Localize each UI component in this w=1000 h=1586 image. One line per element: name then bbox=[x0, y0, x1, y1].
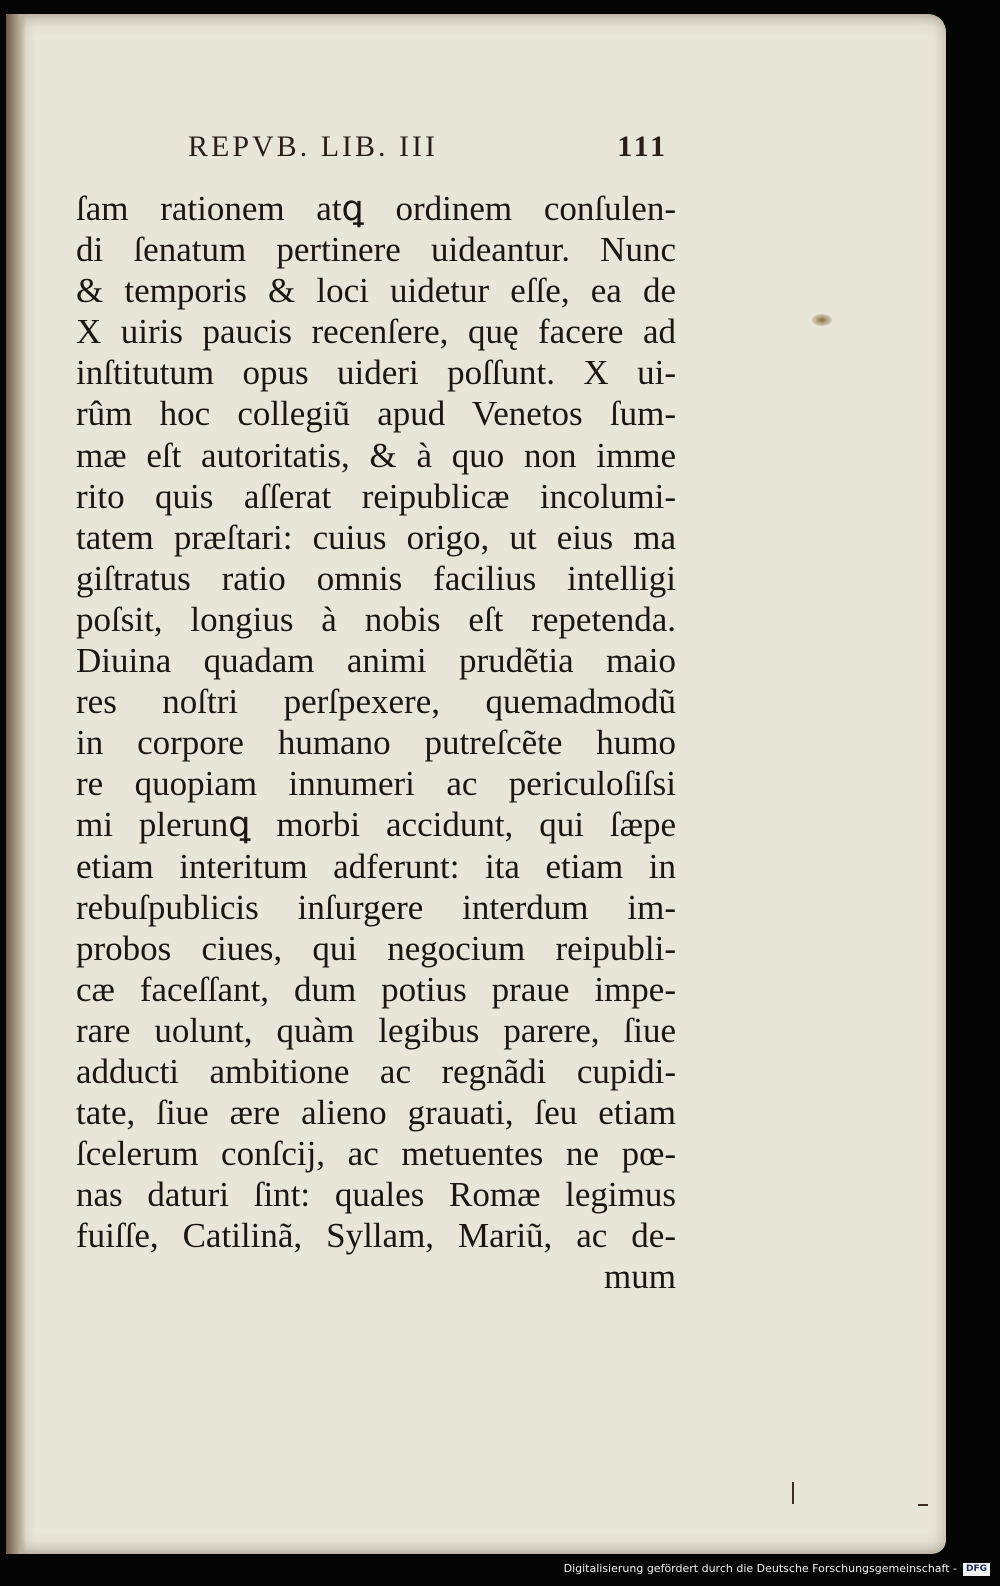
text-line: inſtitutum opus uideri poſſunt. X ui- bbox=[76, 353, 676, 393]
text-line: Diuina quadam animi prudẽtia maio bbox=[76, 641, 676, 681]
catchword: mum bbox=[604, 1257, 676, 1297]
paper-mark bbox=[792, 1482, 794, 1504]
text-line: di ſenatum pertinere uideantur. Nunc bbox=[76, 230, 676, 270]
text-line: mæ eſt autoritatis, & à quo non imme bbox=[76, 435, 676, 475]
text-line: adducti ambitione ac regnãdi cupidi- bbox=[76, 1051, 676, 1091]
text-line: res noſtri perſpexere, quemadmodũ bbox=[76, 682, 676, 722]
text-line: probos ciues, qui negocium reipubli- bbox=[76, 928, 676, 968]
text-line: rûm hoc collegiũ apud Venetos ſum- bbox=[76, 394, 676, 434]
text-line: tate, ſiue ære alieno grauati, ſeu etiam bbox=[76, 1093, 676, 1133]
text-line: rare uolunt, quàm legibus parere, ſiue bbox=[76, 1010, 676, 1050]
footer-credit: Digitalisierung gefördert durch die Deutsche Forschungsgemeinschaft - bbox=[563, 1562, 957, 1575]
body-text bbox=[76, 188, 676, 1298]
text-line: cæ faceſſant, dum potius praue impe- bbox=[76, 969, 676, 1009]
dfg-logo: DFG bbox=[963, 1563, 990, 1576]
text-line: giſtratus ratio omnis facilius intelligi bbox=[76, 558, 676, 598]
text-line: in corpore humano putreſcẽte humo bbox=[76, 723, 676, 763]
text-line: rebuſpublicis inſurgere interdum im- bbox=[76, 887, 676, 927]
text-line: & temporis & loci uidetur eſſe, ea de bbox=[76, 271, 676, 311]
text-line: X uiris paucis recenſere, quę facere ad bbox=[76, 312, 676, 352]
text-line: re quopiam innumeri ac periculoſiſsi bbox=[76, 764, 676, 804]
text-line: poſsit, longius à nobis eſt repetenda. bbox=[76, 599, 676, 639]
text-line: nas daturi ſint: quales Romæ legimus bbox=[76, 1175, 676, 1215]
book-page bbox=[6, 14, 946, 1554]
text-line: tatem præſtari: cuius origo, ut eius ma bbox=[76, 517, 676, 557]
running-head bbox=[188, 130, 678, 170]
text-line: etiam interitum adferunt: ita etiam in bbox=[76, 846, 676, 886]
text-line: fuiſſe, Catilinã, Syllam, Mariũ, ac de- bbox=[76, 1216, 676, 1256]
paper-stain bbox=[812, 314, 832, 326]
page-number: 111 bbox=[617, 130, 668, 163]
text-line: rito quis aſſerat reipublicæ incolumi- bbox=[76, 476, 676, 516]
digitization-footer bbox=[564, 1558, 990, 1580]
text-line: ſcelerum conſcij, ac metuentes ne pœ- bbox=[76, 1134, 676, 1174]
text-line: ſam rationem atꝗ ordinem conſulen- bbox=[76, 189, 676, 228]
running-head-title: REPVB. LIB. III bbox=[188, 130, 438, 163]
page-gutter-shadow bbox=[6, 14, 26, 1554]
text-line: mi plerunꝗ morbi accidunt, qui ſæpe bbox=[76, 805, 676, 845]
paper-mark bbox=[918, 1504, 928, 1506]
